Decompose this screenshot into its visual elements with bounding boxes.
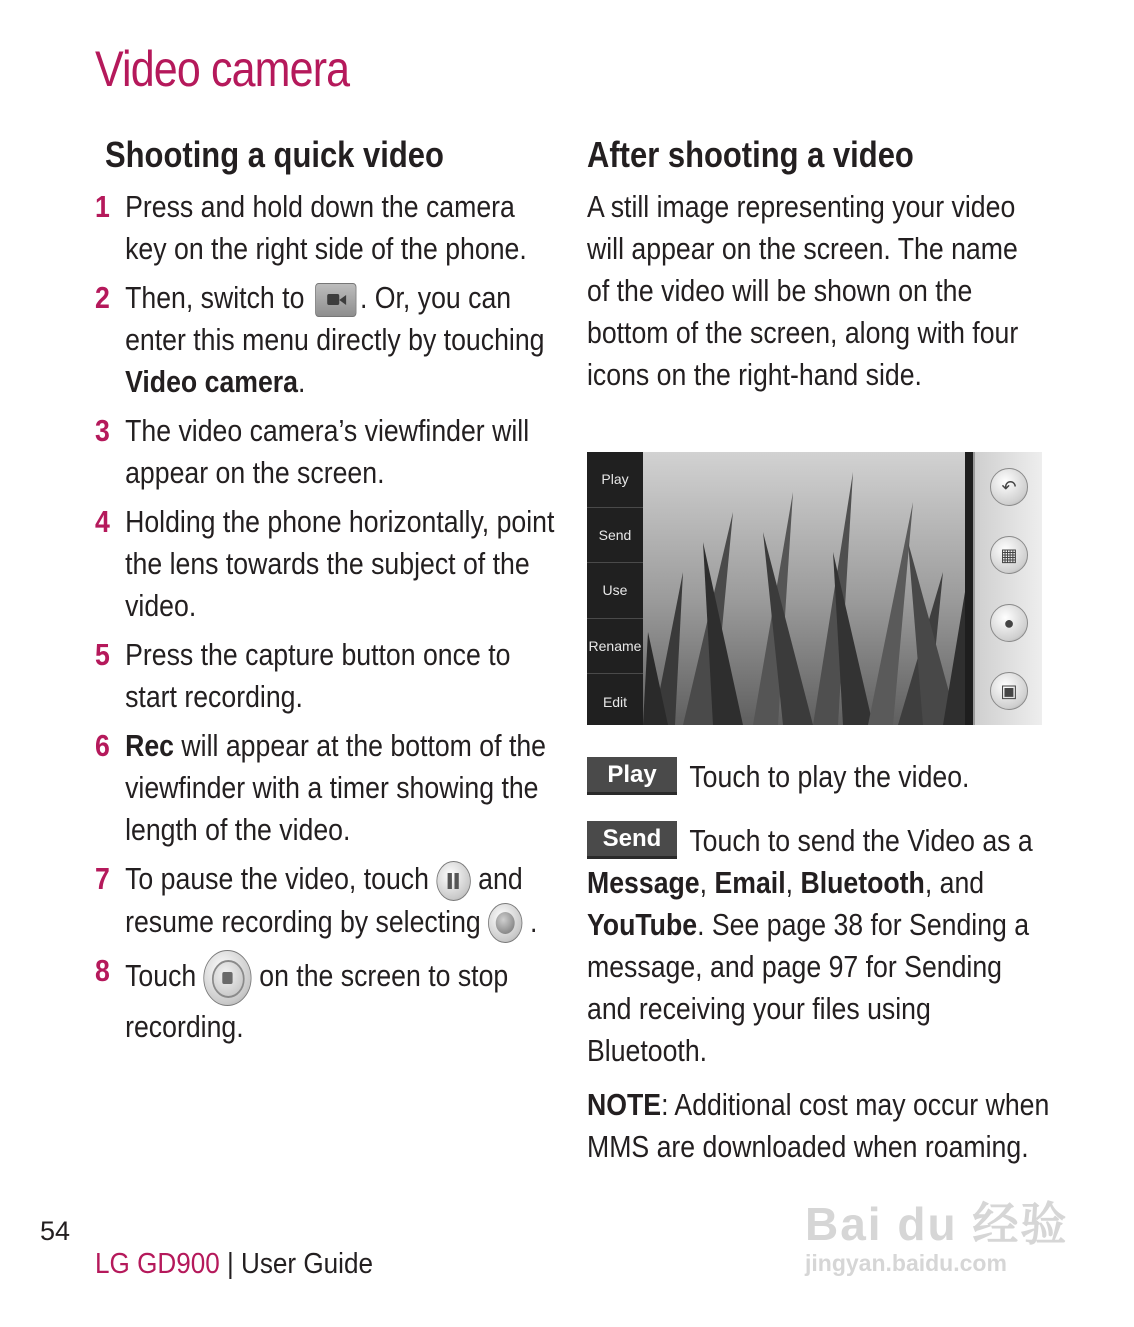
video-still-image (643, 452, 965, 725)
step-3 (95, 410, 559, 494)
send-bluetooth: Bluetooth (800, 865, 925, 900)
send-email: Email (714, 865, 786, 900)
left-column (95, 136, 565, 1055)
step-text: Holding the phone horizontally, point the lens towards the subject of the video. (125, 503, 555, 623)
watermark-url: jingyan.baidu.com (805, 1250, 1007, 1276)
send-sep: , (699, 865, 708, 900)
send-description (587, 820, 1051, 1072)
note-label: NOTE (587, 1087, 662, 1122)
step-number: 2 (95, 279, 110, 315)
gallery-icon: ▣ (990, 672, 1028, 710)
screenshot-menu-use: Use (587, 563, 643, 619)
play-description (587, 756, 1051, 798)
back-icon: ↶ (990, 468, 1028, 506)
step-text: The video camera’s viewfinder will appear on the screen. (125, 412, 530, 490)
phone-screenshot (587, 452, 1042, 725)
intro-paragraph: A still image representing your video will appear on the screen. The name of the video will be shown on the bottom of the screen, along with four icons on the right-hand side. (587, 188, 1019, 392)
step-number: 8 (95, 953, 110, 989)
footer-guide: User Guide (240, 1248, 373, 1280)
step-number: 1 (95, 188, 110, 224)
play-tag: Play (587, 757, 677, 795)
step-number: 6 (95, 727, 110, 763)
record-icon: ● (990, 604, 1028, 642)
step-text: Then, switch to (125, 279, 305, 315)
step-4 (95, 501, 559, 627)
step-number: 3 (95, 412, 110, 448)
steps-block (95, 186, 559, 1049)
step-text: . (298, 363, 306, 399)
screenshot-menu (587, 452, 643, 725)
footer-separator: | (226, 1248, 234, 1280)
step-text: To pause the video, touch (125, 860, 429, 896)
section-heading-after: After shooting a video (587, 134, 914, 175)
step-bold-text: Video camera (125, 363, 299, 399)
send-text: Touch to send the Video as a (689, 823, 1033, 858)
pause-icon (436, 861, 470, 901)
step-bold-text: Rec (125, 727, 175, 763)
page-title: Video camera (95, 41, 350, 97)
screenshot-side-panel (973, 452, 1042, 725)
screenshot-menu-send: Send (587, 508, 643, 564)
section-heading-shooting: Shooting a quick video (105, 134, 444, 175)
steps-list (95, 186, 559, 1049)
send-sep: , (785, 865, 794, 900)
note-paragraph (587, 1084, 1051, 1168)
step-6 (95, 725, 559, 851)
step-7 (95, 858, 559, 944)
video-camera-mode-icon (315, 283, 356, 317)
send-tag: Send (587, 821, 677, 859)
step-text: Touch (125, 958, 197, 994)
right-column (587, 136, 1047, 396)
step-text: will appear at the bottom of the viewfinder with a timer showing the length of the video. (125, 727, 547, 847)
step-text: on the screen to stop recording. (125, 958, 509, 1045)
screenshot-menu-play: Play (587, 452, 643, 508)
screenshot-menu-rename: Rename (587, 619, 643, 675)
step-8 (95, 950, 559, 1048)
grass-image (643, 452, 965, 725)
send-message: Message (587, 865, 700, 900)
baidu-watermark (805, 1188, 1068, 1277)
step-2 (95, 277, 559, 403)
page-number: 54 (40, 1216, 71, 1246)
trash-icon: ▦ (990, 536, 1028, 574)
step-number: 7 (95, 860, 110, 896)
send-text: . See page 38 for Sending a message, and page 97 for Sending and receiving your files using Bluetooth. (587, 907, 1030, 1068)
step-text: . (529, 903, 538, 939)
footer-model: LG GD900 (95, 1248, 220, 1280)
step-text: and resume recording by selecting (125, 860, 523, 939)
note-text: : Additional cost may occur when MMS are downloaded when roaming. (587, 1087, 1050, 1164)
step-text: . Or, you can enter this menu directly by touching (125, 279, 545, 357)
stop-icon (204, 950, 252, 1006)
step-number: 5 (95, 636, 110, 672)
step-text: Press the capture button once to start recording. (125, 636, 511, 714)
send-youtube: YouTube (587, 907, 698, 942)
step-number: 4 (95, 503, 110, 539)
step-text: Press and hold down the camera key on the right side of the phone. (125, 188, 527, 266)
step-1 (95, 186, 559, 270)
watermark-main: Bai du 经验 (805, 1198, 1069, 1250)
send-text: , and (924, 865, 985, 900)
step-5 (95, 634, 559, 718)
play-text: Touch to play the video. (689, 759, 970, 794)
resume-record-icon (488, 903, 522, 943)
footer (95, 1248, 373, 1281)
screenshot-menu-edit: Edit (602, 693, 628, 710)
